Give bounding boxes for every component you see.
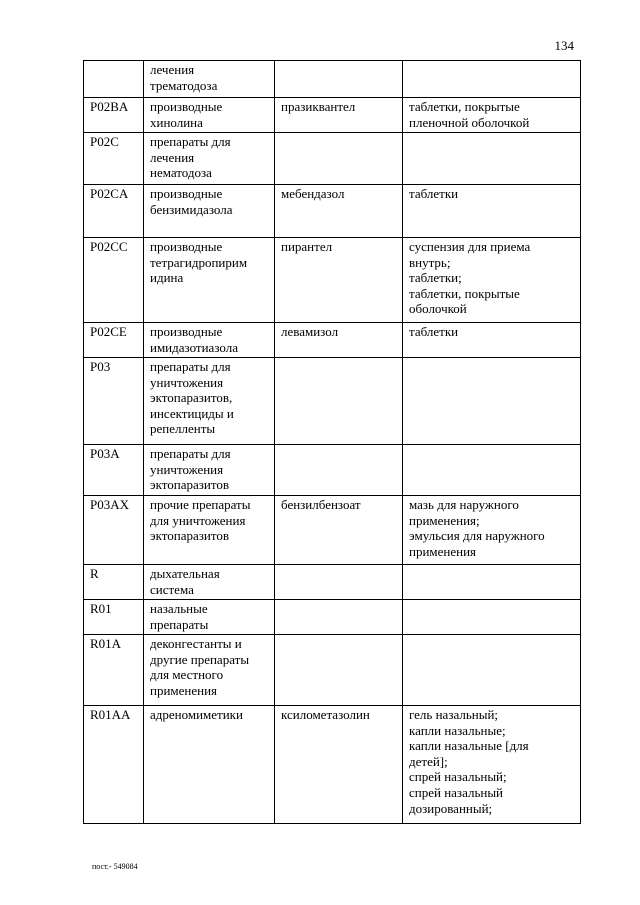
dosage-form-line: оболочкой [409, 301, 467, 317]
group-name-line: применения [150, 682, 218, 698]
dosage-form-line: применения; [409, 512, 480, 528]
atc-code-cell [84, 496, 144, 565]
atc-code-cell [84, 133, 144, 185]
atc-code-cell [84, 323, 144, 358]
footer-note: пост.- 549084 [92, 862, 138, 871]
atc-code-cell [84, 185, 144, 238]
group-name-line: препараты для [150, 359, 231, 374]
dosage-form-cell [403, 61, 581, 98]
drug-name-cell [275, 600, 403, 635]
group-name-line: для уничтожения [150, 512, 246, 528]
table-row [84, 323, 581, 358]
dosage-form-cell [403, 565, 581, 600]
dosage-form-line: гель назальный; [409, 707, 499, 722]
group-name-cell [144, 600, 275, 635]
group-name-line: назальные [150, 601, 208, 616]
group-name-cell [144, 706, 275, 824]
dosage-form-line: спрей назальный [409, 784, 504, 800]
atc-code: P03AX [90, 497, 130, 512]
drug-name-line: пирантел [281, 239, 333, 254]
atc-code: P02CE [90, 324, 127, 339]
group-name-line: производные [150, 99, 223, 114]
table-row [84, 238, 581, 323]
drug-name-cell [275, 706, 403, 824]
group-name-cell [144, 185, 275, 238]
atc-code: P02C [90, 134, 119, 149]
atc-code-cell [84, 445, 144, 496]
group-name-line: бензимидазола [150, 201, 233, 217]
group-name-line: производные [150, 186, 223, 201]
dosage-form-line: таблетки, покрытые [409, 99, 520, 114]
drug-name-cell [275, 185, 403, 238]
atc-code-cell [84, 565, 144, 600]
drug-name-cell [275, 496, 403, 565]
group-name-cell [144, 61, 275, 98]
group-name-cell [144, 496, 275, 565]
atc-code: P02BA [90, 99, 129, 114]
group-name-cell [144, 635, 275, 706]
atc-code: R01AA [90, 707, 131, 722]
dosage-form-cell [403, 635, 581, 706]
drug-name-line: ксилометазолин [281, 707, 370, 722]
table-row [84, 61, 581, 98]
group-name-line: препараты [150, 616, 209, 632]
atc-code: P02CC [90, 239, 128, 254]
group-name-line: имидазотиазола [150, 339, 238, 355]
dosage-form-line: дозированный; [409, 800, 493, 816]
atc-code: P03 [90, 359, 111, 374]
group-name-line: эктопаразитов [150, 528, 229, 544]
drug-name-cell [275, 358, 403, 445]
dosage-form-line: мазь для наружного [409, 497, 519, 512]
dosage-form-line: таблетки [409, 186, 459, 201]
group-name-line: репелленты [150, 421, 216, 437]
dosage-form-cell [403, 98, 581, 133]
table-row [84, 185, 581, 238]
table-row [84, 445, 581, 496]
page-number: 134 [554, 38, 574, 53]
table-row [84, 496, 581, 565]
drug-name-line: левамизол [281, 324, 339, 339]
dosage-form-cell [403, 185, 581, 238]
dosage-form-line: капли назальные [для [409, 738, 529, 754]
drug-name-cell [275, 98, 403, 133]
dosage-form-cell [403, 323, 581, 358]
atc-code-cell [84, 358, 144, 445]
group-name-line: трематодоза [150, 77, 218, 93]
drug-name-cell [275, 323, 403, 358]
group-name-line: другие препараты [150, 651, 250, 667]
drug-name-cell [275, 635, 403, 706]
drug-name-cell [275, 445, 403, 496]
atc-drug-table [83, 60, 581, 824]
group-name-line: эктопаразитов [150, 477, 229, 493]
group-name-line: дыхательная [150, 566, 220, 581]
atc-code-cell [84, 706, 144, 824]
group-name-line: производные [150, 239, 223, 254]
dosage-form-cell [403, 496, 581, 565]
group-name-line: лечения [150, 149, 195, 165]
group-name-line: производные [150, 324, 223, 339]
dosage-form-line: капли назальные; [409, 722, 506, 738]
dosage-form-cell [403, 358, 581, 445]
group-name-line: тетрагидропирим [150, 254, 248, 270]
table-row [84, 635, 581, 706]
group-name-line: лечения [150, 62, 195, 77]
atc-code-cell [84, 238, 144, 323]
atc-code: P02CA [90, 186, 129, 201]
atc-code: R01 [90, 601, 112, 616]
group-name-line: препараты для [150, 446, 231, 461]
dosage-form-cell [403, 706, 581, 824]
atc-code-cell [84, 61, 144, 98]
dosage-form-line: внутрь; [409, 254, 451, 270]
group-name-cell [144, 323, 275, 358]
group-name-line: уничтожения [150, 374, 224, 390]
table-row [84, 358, 581, 445]
atc-code: R01A [90, 636, 122, 651]
drug-name-cell [275, 238, 403, 323]
drug-name-cell [275, 133, 403, 185]
group-name-line: прочие препараты [150, 497, 251, 512]
atc-code-cell [84, 600, 144, 635]
dosage-form-line: спрей назальный; [409, 769, 507, 785]
group-name-line: эктопаразитов, [150, 390, 233, 406]
group-name-line: инсектициды и [150, 405, 234, 421]
group-name-line: препараты для [150, 134, 231, 149]
table-body [84, 61, 581, 824]
dosage-form-cell [403, 133, 581, 185]
dosage-form-cell [403, 600, 581, 635]
dosage-form-line: таблетки, покрытые [409, 285, 520, 301]
table-row [84, 98, 581, 133]
group-name-line: деконгестанты и [150, 636, 242, 651]
drug-name-line: бензилбензоат [281, 497, 361, 512]
atc-code-cell [84, 635, 144, 706]
dosage-form-line: таблетки; [409, 270, 462, 286]
table-row [84, 565, 581, 600]
group-name-cell [144, 358, 275, 445]
group-name-cell [144, 98, 275, 133]
dosage-form-line: эмульсия для наружного [409, 528, 545, 544]
table-row [84, 706, 581, 824]
group-name-line: адреномиметики [150, 707, 243, 722]
group-name-cell [144, 565, 275, 600]
atc-code: R [90, 566, 99, 581]
group-name-line: система [150, 581, 194, 597]
group-name-cell [144, 238, 275, 323]
dosage-form-line: таблетки [409, 324, 459, 339]
group-name-cell [144, 133, 275, 185]
table-row [84, 133, 581, 185]
drug-name-line: мебендазол [281, 186, 345, 201]
group-name-line: для местного [150, 667, 224, 683]
group-name-line: хинолина [150, 114, 203, 130]
group-name-line: идина [150, 270, 184, 286]
dosage-form-line: детей]; [409, 753, 448, 769]
atc-code: P03A [90, 446, 120, 461]
group-name-line: нематодоза [150, 165, 212, 181]
drug-name-cell [275, 565, 403, 600]
dosage-form-line: суспензия для приема [409, 239, 531, 254]
drug-name-line: празиквантел [281, 99, 356, 114]
dosage-form-cell [403, 238, 581, 323]
drug-name-cell [275, 61, 403, 98]
table-row [84, 600, 581, 635]
dosage-form-line: пленочной оболочкой [409, 114, 530, 130]
dosage-form-line: применения [409, 543, 477, 559]
group-name-line: уничтожения [150, 461, 224, 477]
atc-code-cell [84, 98, 144, 133]
dosage-form-cell [403, 445, 581, 496]
group-name-cell [144, 445, 275, 496]
